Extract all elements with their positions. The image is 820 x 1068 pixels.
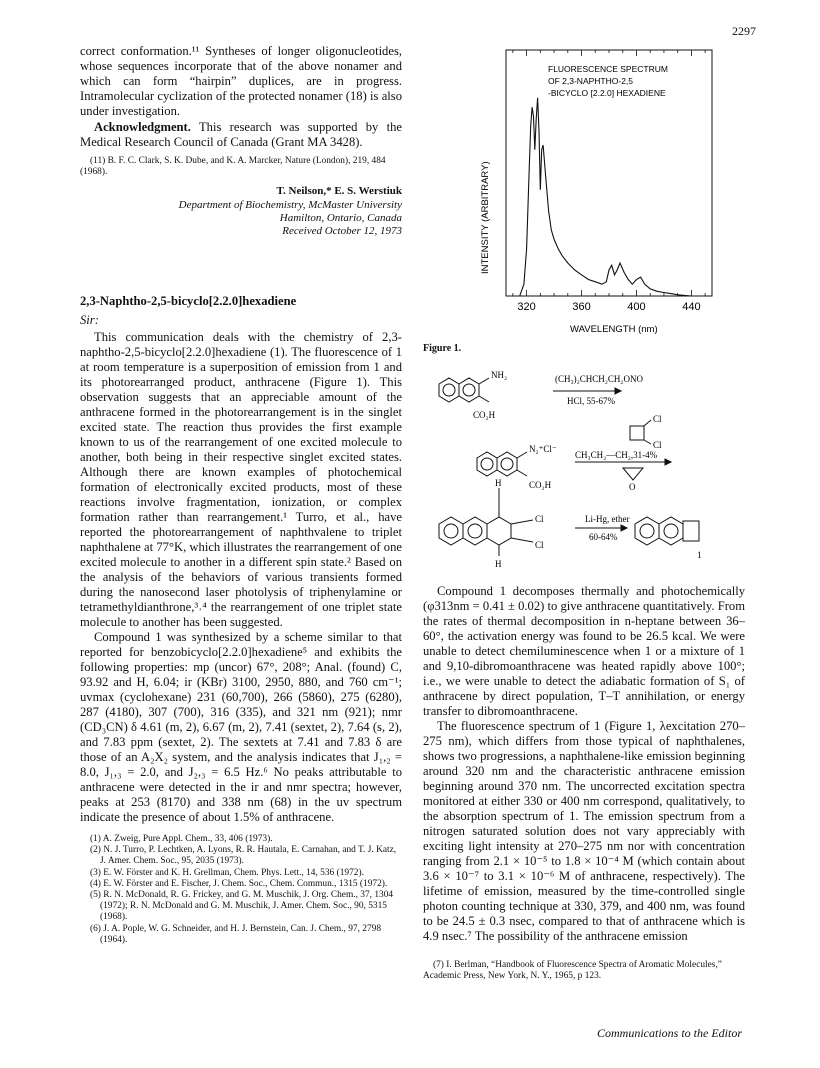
article-title: 2,3-Naphtho-2,5-bicyclo[2.2.0]hexadiene [80, 294, 297, 308]
x-axis-label: WAVELENGTH (nm) [570, 324, 658, 335]
diazonium-label: N₂⁺Cl⁻ [529, 444, 557, 454]
product-1-structure [635, 517, 699, 545]
naphthalene-ring-2 [477, 452, 527, 476]
x-tick-label: 320 [517, 301, 536, 313]
compound-number: 1 [697, 550, 702, 560]
legend-line-2: OF 2,3-NAPHTHO-2,5 [548, 76, 634, 86]
reference-7: (7) I. Berlman, “Handbook of Fluorescence Spectra of Aromatic Molecules,” Academic Press, New York, N. Y., 1965, p 123. [423, 960, 722, 982]
legend-line-1: FLUORESCENCE SPECTRUM [548, 64, 668, 74]
condition-1: HCl, 55-67% [567, 396, 615, 406]
authors: T. Neilson,* E. S. Werstiuk [276, 185, 402, 198]
ack-label: Acknowledgment. [94, 120, 191, 134]
acknowledgment [80, 120, 402, 150]
y-axis-label: INTENSITY (ARBITRARY) [480, 161, 491, 274]
reference: (6) J. A. Pople, W. G. Schneider, and H. J. Bernstein, Can. J. Chem., 97, 2798 (1964). [90, 923, 382, 945]
right-column-text [423, 584, 745, 982]
reference: (5) R. N. McDonald, R. G. Frickey, and G. M. Muschik, J. Org. Chem., 37, 1304 (1972); R. N. McDonald and G. M. Muschik, J. Amer. Chem. Soc., 90, 5315 (1968). [90, 890, 394, 923]
reference: (3) E. W. Förster and K. H. Grellman, Chem. Phys. Lett., 14, 536 (1972). [90, 867, 364, 878]
reagent-3: Li-Hg, ether [585, 514, 630, 524]
oxo-label: O [629, 482, 636, 492]
amino-label: NH₂ [491, 370, 508, 380]
arrowhead-2 [665, 459, 671, 465]
chloro-label: Cl [653, 440, 662, 450]
left-column-top [80, 44, 402, 238]
spectrum-line [520, 98, 692, 296]
hydrogen-label: H [495, 478, 502, 488]
legend-line-3: -BICYCLO [2.2.0] HEXADIENE [548, 88, 666, 98]
salutation: Sir: [80, 313, 99, 327]
arrowhead-1 [615, 388, 621, 394]
journal-footer: Communications to the Editor [597, 1026, 742, 1040]
reagent-1: (CH₃)₂CHCH₂CH₂ONO [555, 374, 644, 384]
paragraph: Compound 1 was synthesized by a scheme similar to that reported for benzobicyclo[2.2.0]hexadiene⁵ and exhibits the following properties: mp (uncor) 67°, 208°; Anal. (found) C, 93.92 and H, 6.04; ir (KBr) 3100, 2950, 880, and 760 cm⁻¹; uvmax (cyclohexane) 231 (60,700), 266 (5860), 275 (6280), 287 (4180), 307 (700), 316 (335), and 321 nm (921); nmr (CD₃CN) δ 4.61 (m, 2), 6.67 (m, 2), 7.41 (sextet, 2), 7.64 (s, 2), and 7.83 ppm (sextet, 2). The sextets at 7.41 and 7.83 δ are those of an A₂X₂ system, and the analysis indicates that J₁,₂ = 8.0, J₁,₃ = 2.0, and J₂,₃ = 6.5 Hz.⁶ No peaks attributable to anthracene were detected in the ir and nmr spectra; however, peaks at 253 (8170) and 338 nm (68) in the uv spectrum indicate the presence of about 1.5% of anthracene. [80, 630, 402, 824]
synthesis-scheme [425, 356, 735, 578]
condition-3: 60-64% [589, 532, 618, 542]
article-body [80, 294, 402, 946]
reference: (4) E. W. Förster and E. Fischer, J. Chem. Soc., Chem. Commun., 1315 (1972). [90, 878, 388, 889]
affiliation-1: Department of Biochemistry, McMaster University [178, 199, 402, 212]
x-tick-label: 440 [682, 301, 701, 313]
paragraph: The fluorescence spectrum of 1 (Figure 1, λexcitation 270–275 nm), which differs from those typical of naphthalenes, shows two progressions, a naphthalene-like emission beginning around 320 nm and the characteristic anthracene emission beginning around 370 nm. The uncorrected excitation spectra monitored at either 330 or 400 nm correspond, qualitatively, to the absorption spectrum of 1. The emission spectrum from a nitrogen saturated solution does not vary appreciably with exciting light intensity at 270–275 nm nor with concentration ranging from 2.1 × 10⁻⁵ to 1.8 × 10⁻⁴ M (which contain about 3.6 × 10⁻⁷ to 3.1 × 10⁻⁶ M of anthracene, respectively). The lifetime of emission, measured by the time-controlled single photon counting technique at 330, 379, and 400 nm, was found to be 24.5 ± 0.3 nsec, compared to that of anthracene which is 4.9 nsec.⁷ The possibility of the anthracene emission [423, 719, 745, 943]
figure-caption: Figure 1. [423, 343, 462, 354]
chart-axes [506, 50, 712, 296]
paragraph: correct conformation.¹¹ Syntheses of longer oligonucleotides, whose sequences incorporate that of the above nonamer and which can form “hairpin” duplices, are in progress. Intramolecular cyclization of the protected nonamer (18) is also under investigation. [80, 44, 402, 118]
reference-11: (11) B. F. C. Clark, S. K. Dube, and K. A. Marcker, Nature (London), 219, 484 (1968). [80, 156, 386, 178]
chloro-label: Cl [535, 540, 544, 550]
references [80, 834, 402, 946]
received-date: Received October 12, 1973 [282, 225, 402, 238]
chloro-label: Cl [535, 514, 544, 524]
affiliation-2: Hamilton, Ontario, Canada [279, 212, 402, 225]
ack-text: This research was supported by the Medical Research Council of Canada (Grant MA 3428). [80, 120, 403, 149]
paragraph: Compound 1 decomposes thermally and photochemically (φ313nm = 0.41 ± 0.02) to give anthracene quantitatively. From the rates of thermal decomposition in n-heptane between 36–60°, the activation energy was found to be 26.5 kcal. We were unable to detect chemiluminescence when 1 or a mixture of 1 and 9,10-dibromoanthracene was heated rapidly above 100°; i.e., we were unable to detect the adiabatic formation of S₁ of anthracene by direct population, T–T annihilation, or energy transfer to dibromoanthracene. [423, 584, 745, 718]
plot-frame [506, 50, 712, 296]
arrowhead-3 [621, 525, 627, 531]
dichlorocyclobutene [630, 420, 651, 444]
paragraph: This communication deals with the chemistry of 2,3-naphtho-2,5-bicyclo[2.2.0]hexadiene (1). The fluorescence of 1 at room temperature is a superposition of emission from 1 and its photorearranged product, anthracene (Figure 1). This observation suggests that an appreciable amount of the anthracene formed in the photorearrangement is in the singlet excited state. The reaction thus provides the first example known to us of the rearrangement of one excited molecule to another, both being in their respective singlet excited states. Although there are known examples of photochemical formation of electronically excited products, most of these reactions involve fragmentation, ionization, or complex formation rather than rearrangement.¹ Turro, et al., have reported the photorearrangement of naphthvalene to triplet naphthalene at 77°K, which illustrates the rearrangement of one excited molecule to another in a different spin state.² Based on the analysis of the behaviors of various transients formed during the nanosecond laser photolysis of triphenylamine or tetramethyldianthrone,³˒⁴ the rearrangement of one triplet state molecule to another has been suggested. [80, 330, 402, 629]
carboxyl-label-2: CO₂H [529, 480, 552, 490]
reagent-2: CH₃CH₂—CH₂,31-4% [575, 450, 658, 460]
dichloro-adduct [439, 488, 533, 556]
fluorescence-spectrum-chart [470, 44, 720, 344]
chloro-label: Cl [653, 414, 662, 424]
cyclopropanone [623, 468, 643, 480]
reference: (2) N. J. Turro, P. Lechtken, A. Lyons, R. R. Hautala, E. Carnahan, and T. J. Katz, J. Amer. Chem. Soc., 95, 2035 (1973). [90, 845, 397, 867]
naphthalene-ring-1 [439, 378, 489, 402]
hydrogen-label: H [495, 559, 502, 569]
x-tick-label: 400 [627, 301, 646, 313]
reference: (1) A. Zweig, Pure Appl. Chem., 33, 406 (1973). [90, 834, 273, 844]
page-number: 2297 [732, 24, 756, 38]
carboxyl-label-1: CO₂H [473, 410, 496, 420]
x-tick-label: 360 [572, 301, 591, 313]
